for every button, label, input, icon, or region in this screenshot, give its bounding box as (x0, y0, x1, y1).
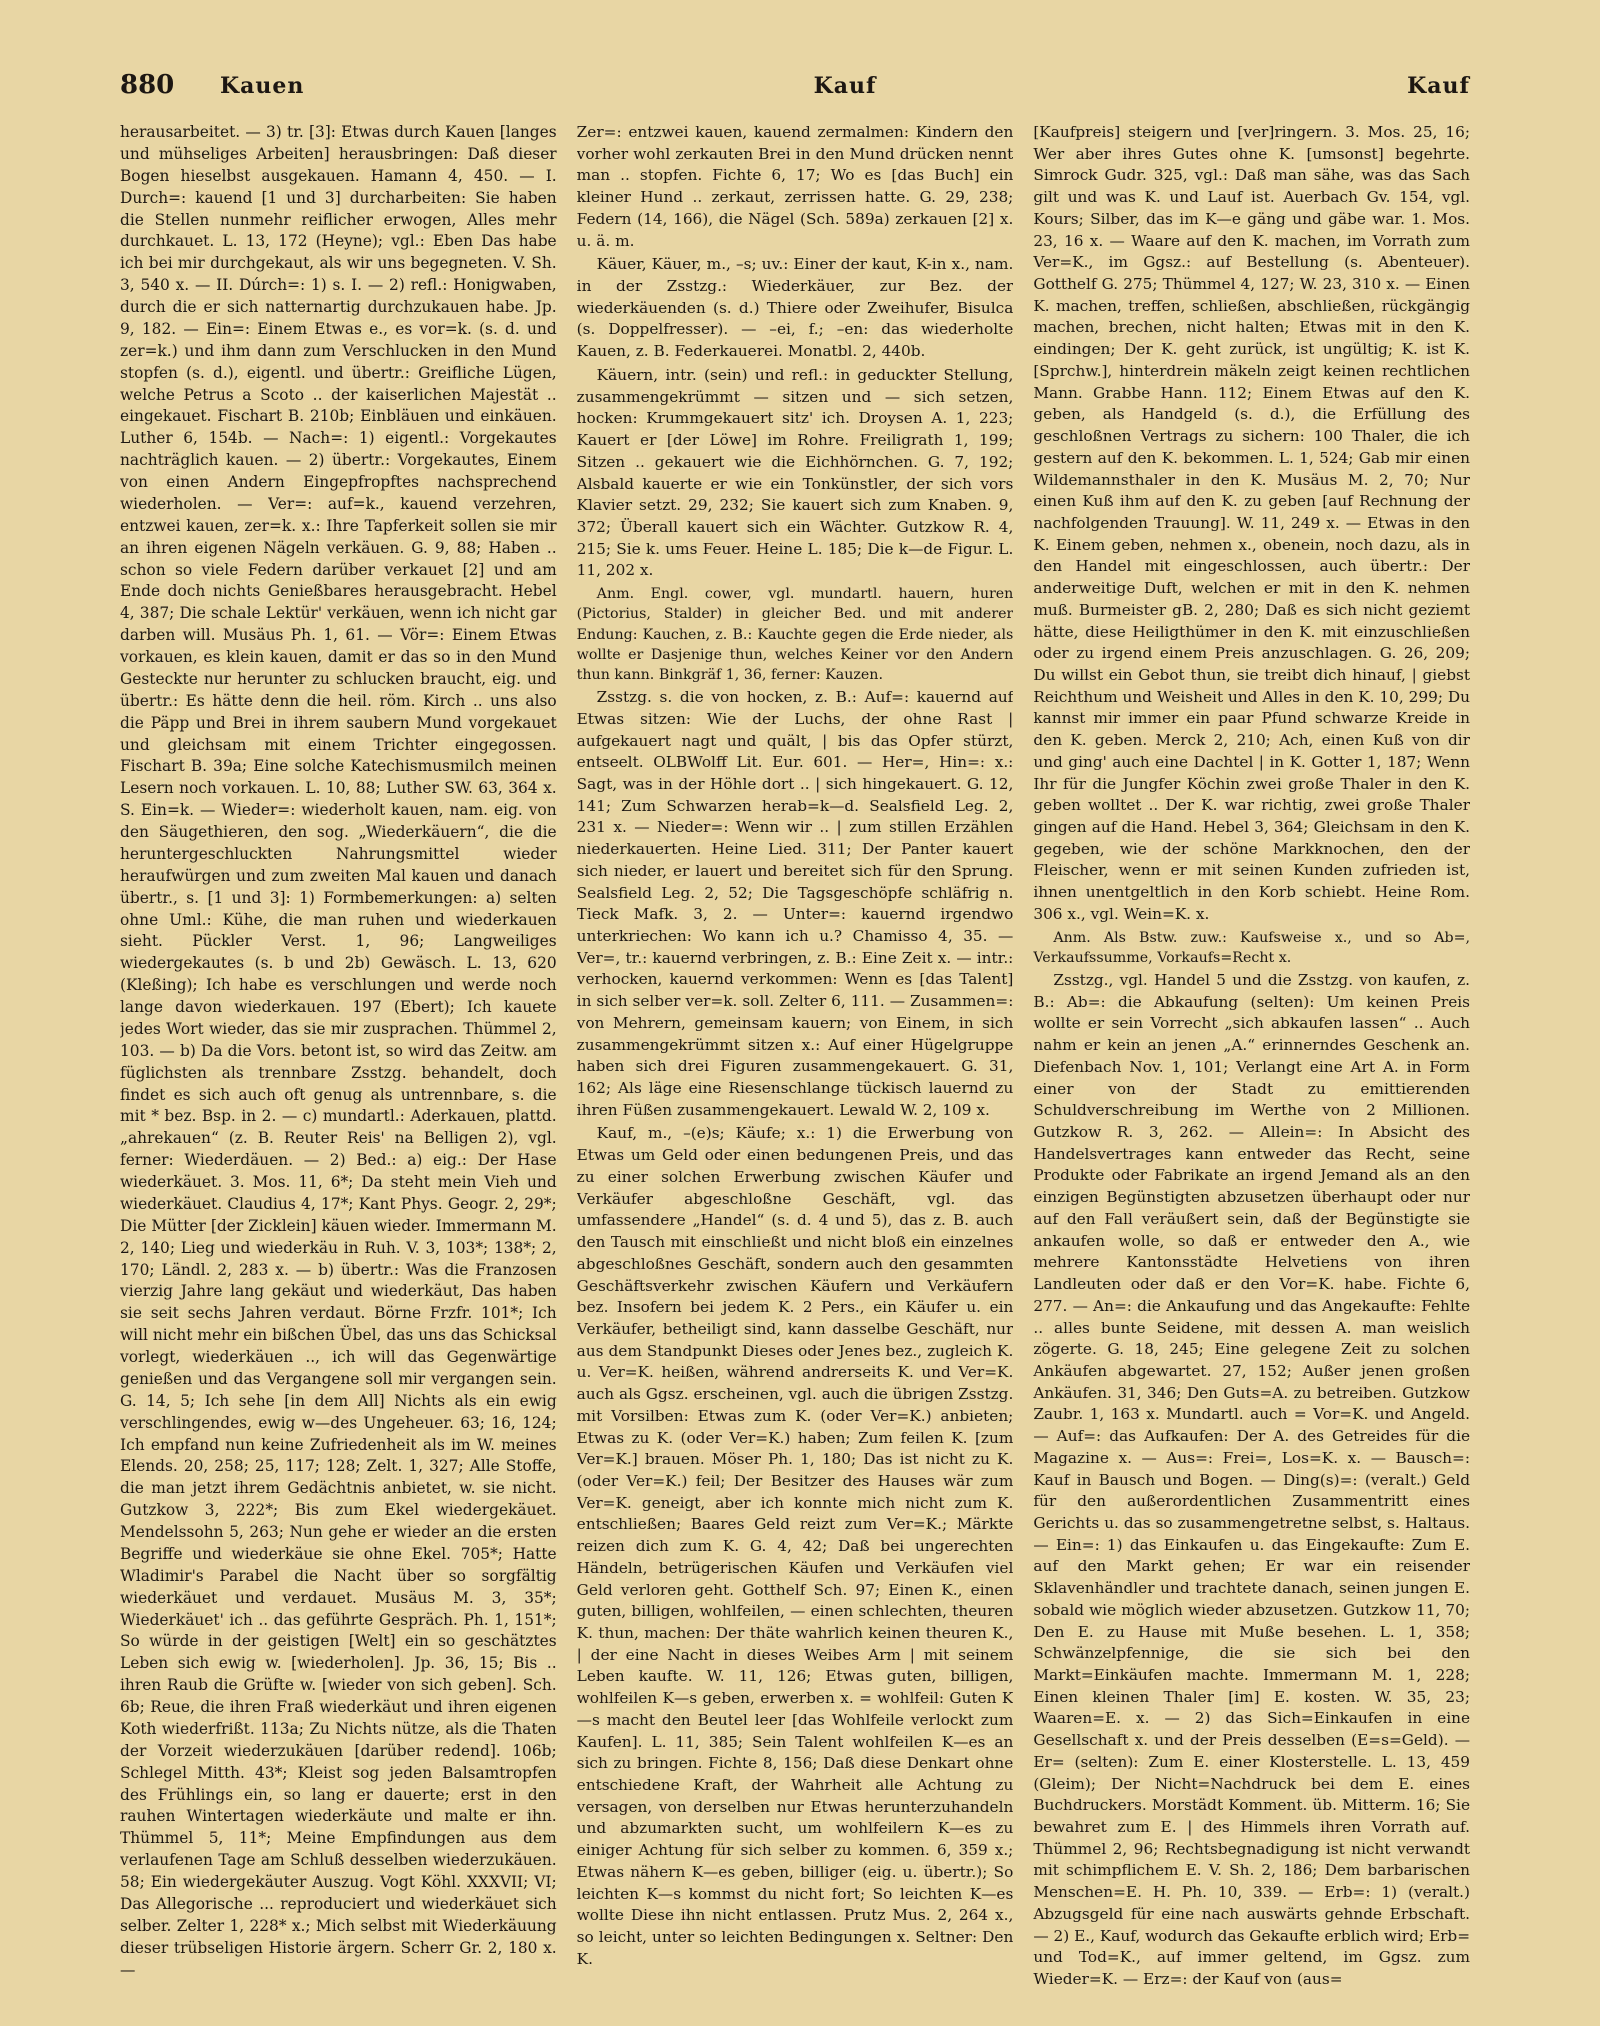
left-guide-word: Kauen (220, 73, 305, 99)
column-middle (577, 122, 1014, 1998)
annotation-text: Anm. Als Bstw. zuw.: Kaufsweise x., und so Ab=, Verkaufssumme, Vorkaufs=Recht x. (1033, 929, 1471, 966)
entry-text: Zer=: entzwei kauen, kauend zermalmen: Kindern den vorher wohl zerkauten Brei in den Mund drücken nennt man .. stopfen. Fichte 6, 17; Wo es [das Buch] ein kleiner Hund .. zerkaut, zerrissen hatte. G. 29, 238; Federn (14, 166), die Nägel (Sch. 589a) zerkauen [2] x. u. ä. m. (576, 123, 1014, 250)
page-header (120, 70, 1470, 110)
entry-text: [Kaufpreis] steigern und [ver]ringern. 3. Mos. 25, 16; Wer aber ihres Gutes ohne K. [umsonst] begehrte. Simrock Gudr. 325, vgl.: Daß man sähe, was das Sach gilt und was K. und Lauf ist. Auerbach Gv. 154, vgl. Kours; Silber, das im K—e gäng und gäbe war. 1. Mos. 23, 16 x. — Waare auf den K. machen, im Vorrath zum Ver=K., im Ggsz.: auf Bestellung (s. Abenteuer). Gotthelf G. 275; Thümmel 4, 127; W. 23, 310 x. — Einen K. machen, treffen, schließen, abschließen, rückgängig machen, brechen, nicht halten; Etwas mit in den K. eindingen; Der K. geht zurück, ist ungültig; K. ist K. [Sprchw.], hinterdrein mäkeln zeigt keinen rechtlichen Mann. Grabbe Hann. 112; Einem Etwas auf den K. geben, als Handgeld (s. d.), die Erfüllung des geschloßnen Vertrags zu sichern: 100 Thaler, die ich gestern auf den K. bekommen. L. 1, 524; Gab mir einen Wildemannsthaler in den K. Musäus M. 2, 70; Nur einen Kuß ihm auf den K. zu geben [auf Rechnung der nachfolgenden Trauung]. W. 11, 249 x. — Etwas in den K. Einem geben, nehmen x., obenein, noch dazu, als in den Handel mit eingeschlossen, auch übertr.: Der anderweitige Duft, welchen er mit in den K. nehmen muß. Burmeister gB. 2, 280; Daß es sich nicht geziemt hätte, diese Heiligthümer in den K. mit einzuschließen oder zu irgend einem Preis anzuschlagen. G. 26, 209; Du willst ein Gebot thun, sie treibt dich hinauf, | giebst Reichthum und Weisheit und Alles in den K. 10, 299; Du kannst mir immer ein paar Pfund schwarze Kreide in den K. geben. Merck 2, 210; Ach, einen Kuß von dir und ging' auch eine Dachtel | in K. Gotter 1, 187; Wenn Ihr für die Jungfer Köchin zwei große Thaler in den K. geben wolltet .. Der K. war richtig, zwei große Thaler gingen auf die Hand. Hebel 3, 364; Gleichsam in den K. gegeben, wie der schöne Markknochen, den der Fleischer, wenn er mit seinen Kunden zufrieden ist, ihnen unentgeltlich in den Korb schiebt. Heine Rom. 306 x., vgl. Wein=K. x. (1033, 123, 1471, 923)
right-guide-word: Kauf (1407, 73, 1471, 99)
column-right (1033, 122, 1470, 1998)
entry-text: Zsstzg., vgl. Handel 5 und die Zsstzg. von kaufen, z. B.: Ab=: die Abkaufung (selten): Um keinen Preis wollte er sein Vorrecht „sich abkaufen lassen“ .. Auch nahm er kein an jenen „A.“ erinnerndes Geschenk an. Diefenbach Nov. 1, 101; Verlangt eine Art A. in Form einer von der Stadt zu emittierenden Schuldverschreibung im Werthe von 2 Millionen. Gutzkow R. 3, 262. — Allein=: In Absicht des Handelsvertrages kann entweder das Recht, seine Produkte oder Fabrikate an irgend Jemand als an den einzigen Begünstigten abzusetzen überhaupt oder nur auf den Fall veräußert sein, daß der Begünstigte sie ankaufen wolle, so daß er entweder den A., wie mehrere Kantonsstädte Helvetiens von ihren Landleuten oder daß er den Vor=K. habe. Fichte 6, 277. — An=: die Ankaufung und das Angekaufte: Fehlte .. alles bunte Seidene, mit dessen A. man weislich zögerte. G. 18, 245; Eine gelegene Zeit zu solchen Ankäufen abgewartet. 27, 152; Außer jenen großen Ankäufen. 31, 346; Den Guts=A. zu betreiben. Gutzkow Zaubr. 1, 163 x. Mundartl. auch = Vor=K. und Angeld. — Auf=: das Aufkaufen: Der A. des Getreides für die Magazine x. — Aus=: Frei=, Los=K. x. — Bausch=: Kauf in Bausch und Bogen. — Ding(s)=: (veralt.) Geld für den außerordentlichen Zusammentritt eines Gerichts u. das so zusammengetretne selbst, s. Haltaus. — Ein=: 1) das Einkaufen u. das Eingekaufte: Zum E. auf den Markt gehen; Er war ein reisender Sklavenhändler und trachtete danach, seinen jungen E. sobald wie möglich wieder abzusetzen. Gutzkow 11, 70; Den E. zu Hause mit Muße besehen. L. 1, 358; Schwänzelpfennige, die sie sich bei den Markt=Einkäufen machte. Immermann M. 1, 228; Einen kleinen Thaler [im] E. kosten. W. 35, 23; Waaren=E. x. — 2) das Sich=Einkaufen in eine Gesellschaft x. und der Preis desselben (E=s=Geld). — Er= (selten): Zum E. einer Klosterstelle. L. 13, 459 (Gleim); Der Nicht=Nachdruck bei dem E. eines Buchdruckers. Morstädt Komment. üb. Mitterm. 16; Sie bewahret zum E. | des Himmels ihren Vorrath auf. Thümmel 2, 96; Rechtsbegnadigung ist nicht verwandt mit schimpflichem E. V. Sh. 2, 186; Dem barbarischen Menschen=E. H. Ph. 10, 339. — Erb=: 1) (veralt.) Abzugsgeld für eine nach auswärts gehnde Erbschaft. — 2) E., Kauf, wodurch das Gekaufte erblich wird; Erb= und Tod=K., auf immer geltend, im Ggsz. zum Wieder=K. — Erz=: der Kauf von (aus= (1033, 971, 1471, 1989)
text-columns (120, 122, 1470, 1998)
annotation-text: Anm. Engl. cower, vgl. mundartl. hauern, huren (Pictorius, Stalder) in gleicher Bed. und mit anderer Endung: Kauchen, z. B.: Kauchte gegen die Erde nieder, als wollte er Dasjenige thun, welches Keiner vor den Andern thun kann. Binkgräf 1, 36, ferner: Kauzen. (576, 586, 1014, 683)
entry-text: Zsstzg. s. die von hocken, z. B.: Auf=: kauernd auf Etwas sitzen: Wie der Luchs, der ohne Rast | aufgekauert nagt und quält, | bis das Opfer stürzt, entseelt. OLBWolff Lit. Eur. 601. — Her=, Hin=: x.: Sagt, was in der Höhle dort .. | sich hingekauert. G. 12, 141; Zum Schwarzen herab=k—d. Sealsfield Leg. 2, 231 x. — Nieder=: Wenn wir .. | zum stillen Erzählen niederkauerten. Heine Lied. 311; Der Panter kauert sich nieder, er lauert und bereitet sich für den Sprung. Sealsfield Leg. 2, 52; Die Tagsgeschöpfe schläfrig n. Tieck Mafk. 3, 2. — Unter=: kauernd irgendwo unterkriechen: Wo kann ich u.? Chamisso 4, 35. — Ver=, tr.: kauernd verbringen, z. B.: Eine Zeit x. — intr.: verhocken, kauernd verkommen: Wenn es [das Talent] in sich selber ver=k. soll. Zelter 6, 111. — Zusammen=: von Mehrern, gemeinsam kauern; von Einem, in sich zusammengekrümmt sitzen x.: Auf einer Hügelgruppe haben sich drei Figuren zusammengekauert. G. 31, 162; Als läge eine Riesenschlange tückisch lauernd zu ihren Füßen zusammengekauert. Lewald W. 2, 109 x. (576, 688, 1014, 1119)
column-left (120, 122, 557, 1998)
entry-text: Kauf, m., –(e)s; Käufe; x.: 1) die Erwerbung von Etwas um Geld oder einen bedungenen Preis, und das zu einer solchen Erwerbung zwischen Käufer und Verkäufer abgeschloßne Geschäft, vgl. das umfassendere „Handel“ (s. d. 4 und 5), das z. B. auch den Tausch mit einschließt und nicht bloß ein einzelnes abgeschloßnes Geschäft, sondern auch den gesammten Geschäftsverkehr zwischen Käufern und Verkäufern bez. Insofern bei jedem K. 2 Pers., ein Käufer u. ein Verkäufer, betheiligt sind, kann dasselbe Geschäft, nur aus dem Standpunkt Dieses oder Jenes bez., zugleich K. u. Ver=K. heißen, während andrerseits K. und Ver=K. auch als Ggsz. erscheinen, vgl. auch die übrigen Zsstzg. mit Vorsilben: Etwas zum K. (oder Ver=K.) anbieten; Etwas zu K. (oder Ver=K.) haben; Zum feilen K. [zum Ver=K.] brauen. Möser Ph. 1, 180; Das ist nicht zu K. (oder Ver=K.) feil; Der Besitzer des Hauses wär zum Ver=K. geneigt, aber ich konnte mich nicht zum K. entschließen; Baares Geld reizt zum Ver=K.; Märkte reizen dich zum K. G. 4, 42; Daß bei ungerechten Händeln, betrügerischen Käufen und Verkäufen viel Geld verloren geht. Gotthelf Sch. 97; Einen K., einen guten, billigen, wohlfeilen, — einen schlechten, theuren K. thun, machen: Der thäte wahrlich keinen theuren K., | der eine Nacht in dieses Weibes Arm | mit seinem Leben kaufte. W. 11, 126; Etwas guten, billigen, wohlfeilen K—s geben, erwerben x. = wohlfeil: Guten K—s macht den Beutel leer [das Wohlfeile verlockt zum Kaufen]. L. 11, 385; Sein Talent wohlfeilen K—es an sich zu bringen. Fichte 8, 156; Daß diese Denkart ohne entschiedene Kraft, der Wahrheit alle Achtung zu versagen, von derselben nur Etwas herunterzuhandeln und abzumarkten sucht, um wohlfeilern K—es zu einiger Achtung für sich selber zu kommen. 6, 359 x.; Etwas nähern K—es geben, billiger (eig. u. übertr.); So leichten K—s kommst du nicht fort; So leichten K—es wollte Diese ihn nicht entlassen. Prutz Mus. 2, 264 x., so leicht, unter so leichten Bedingungen x. Seltner: Den K. (576, 1124, 1014, 1968)
page-number: 880 (120, 70, 175, 100)
center-guide-word: Kauf (813, 73, 877, 99)
entry-text: Käuer, Käuer, m., –s; uv.: Einer der kaut, K-in x., nam. in der Zsstzg.: Wiederkäuer, zur Bez. der wiederkäuenden (s. d.) Thiere oder Zweihufer, Bisulca (s. Doppelfresser). — –ei, f.; –en: das wiederholte Kauen, z. B. Federkauerei. Monatbl. 2, 440b. (576, 255, 1014, 361)
entry-text: herausarbeitet. — 3) tr. [3]: Etwas durch Kauen [langes und mühseliges Arbeiten] herausbringen: Daß dieser Bogen hieselbst ausgekauen. Hamann 4, 450. — I. Durch=: kauend [1 und 3] durcharbeiten: Sie haben die Stellen nunmehr reiflicher erwogen, Alles mehr durchkauet. L. 13, 172 (Heyne); vgl.: Eben Das habe ich bei mir durchgekaut, als wir uns begegneten. V. Sh. 3, 540 x. — II. Dúrch=: 1) s. I. — 2) refl.: Honigwaben, durch die er sich natternartig durchzukauen habe. Jp. 9, 182. — Ein=: Einem Etwas e., es vor=k. (s. d. und zer=k.) und ihm dann zum Verschlucken in den Mund stopfen (s. d.), eigentl. und übertr.: Greifliche Lügen, welche Petrus a Scoto .. der kaiserlichen Majestät .. eingekauet. Fischart B. 210b; Einbläuen und einkäuen. Luther 6, 154b. — Nach=: 1) eigentl.: Vorgekautes nachträglich kauen. — 2) übertr.: Vorgekautes, Einem von einen Andern Eingepfropftes nachsprechend wiederholen. — Ver=: auf=k., kauend verzehren, entzwei kauen, zer=k. x.: Ihre Tapferkeit sollen sie mir an ihren eigenen Nägeln verkäuen. G. 9, 88; Haben .. schon so viele Federn darüber verkauet [2] und am Ende doch nichts Genießbares herausgebracht. Hebel 4, 387; Die schale Lektür' verkäuen, wenn ich nicht gar darben will. Musäus Ph. 1, 61. — Vör=: Einem Etwas vorkauen, es klein kauen, damit er das so in den Mund Gesteckte nur herunter zu schlucken braucht, eig. und übertr.: Es hätte denn die heil. röm. Kirch .. uns also die Päpp und Brei in ihrem saubern Mund vorgekauet und gleichsam mit einem Trichter eingegossen. Fischart B. 39a; Eine solche Katechismusmilch meinen Lesern noch vorkauen. L. 10, 88; Luther SW. 63, 364 x. S. Ein=k. — Wieder=: wiederholt kauen, nam. eig. von den Säugethieren, den sog. „Wiederkäuern“, die die heruntergeschluckten Nahrungsmittel wieder heraufwürgen und zum zweiten Mal kauen und danach übertr., s. [1 und 3]: 1) Formbemerkungen: a) selten ohne Uml.: Kühe, die man ruhen und wiederkauen sieht. Pückler Verst. 1, 96; Langweiliges wiedergekautes (s. b und 2b) Gewäsch. L. 13, 620 (Kleßing); Ich habe es verschlungen und werde noch lange davon wiederkauen. 197 (Ebert); Ich kauete jedes Wort wieder, das sie mir zusprachen. Thümmel 2, 103. — b) Da die Vors. betont ist, so wird das Zeitw. am füglichsten als trennbare Zsstzg. behandelt, doch findet es sich auch oft genug als untrennbare, s. die mit * bez. Bsp. in 2. — c) mundartl.: Aderkauen, plattd. „ahrekauen“ (z. B. Reuter Reis' na Belligen 2), vgl. ferner: Wiederdäuen. — 2) Bed.: a) eig.: Der Hase wiederkäuet. 3. Mos. 11, 6*; Da steht mein Vieh und wiederkäuet. Claudius 4, 17*; Kant Phys. Geogr. 2, 29*; Die Mütter [der Zicklein] käuen wieder. Immermann M. 2, 140; Lieg und wiederkäu in Ruh. V. 3, 103*; 138*; 2, 170; Ländl. 2, 283 x. — b) übertr.: Was die Franzosen vierzig Jahre lang gekäut und wiederkäut, Das haben sie seit sechs Jahren verdaut. Börne Frzfr. 101*; Ich will nicht mehr ein bißchen Übel, das uns das Schicksal vorlegt, wiederkäuen .., ich will das Gegenwärtige genießen und das Vergangene soll mir vergangen sein. G. 14, 5; Ich sehe [in dem All] Nichts als ein ewig verschlingendes, ewig w—des Ungeheuer. 63; 16, 124; Ich empfand nun keine Zufriedenheit als im W. meines Elends. 20, 258; 25, 117; 128; Zelt. 1, 327; Alle Stoffe, die man jetzt ihrem Gedächtnis anbietet, w. sie nicht. Gutzkow 3, 222*; Bis zum Ekel wiedergekäuet. Mendelssohn 5, 263; Nun gehe er wieder an die ersten Begriffe und wiederkäue sie ohne Ekel. 705*; Hatte Wladimir's Parabel die Nacht über so sorgfältig wiederkäuet und verdauet. Musäus M. 3, 35*; Wiederkäuet' ich .. das geführte Gespräch. Ph. 1, 151*; So würde in der geistigen [Welt] ein so geschätztes Leben sich ewig w. [wiederholen]. Jp. 36, 15; Bis .. ihren Raub die Grüfte w. [wieder von sich geben]. Sch. 6b; Reue, die ihren Fraß wiederkäut und ihren eigenen Koth wiederfrißt. 113a; Zu Nichts nütze, als die Thaten der Vorzeit wiederzukäuen [darüber redend]. 106b; Schlegel Mitth. 43*; Kleist sog jeden Balsamtropfen des Frühlings ein, so lang er dauerte; erst in den rauhen Wintertagen wiederkäute und malte er ihn. Thümmel 5, 11*; Meine Empfindungen aus dem verlaufenen Tage am Schluß desselben wiederzukäuen. 58; Ein wiedergekäuter Auszug. Vogt Köhl. XXXVII; VI; Das Allegorische ... reproduciert und wiederkäuet sich selber. Zelter 1, 228* x.; Mich selbst mit Wiederkäuung dieser trübseligen Historie ärgern. Scherr Gr. 2, 180 x. — (120, 123, 557, 1979)
entry-text: Käuern, intr. (sein) und refl.: in geduckter Stellung, zusammengekrümmt — sitzen und — sich setzen, hocken: Krummgekauert sitz' ich. Droysen A. 1, 223; Kauert er [der Löwe] im Rohre. Freiligrath 1, 199; Sitzen .. gekauert wie die Eichhörnchen. G. 7, 192; Alsbald kauerte er wie ein Tonkünstler, der sich vors Klavier setzt. 29, 232; Sie kauert sich zum Knaben. 9, 372; Überall kauert sich ein Wächter. Gutzkow R. 4, 215; Sie k. ums Feuer. Heine L. 185; Die k—de Figur. L. 11, 202 x. (576, 365, 1014, 580)
